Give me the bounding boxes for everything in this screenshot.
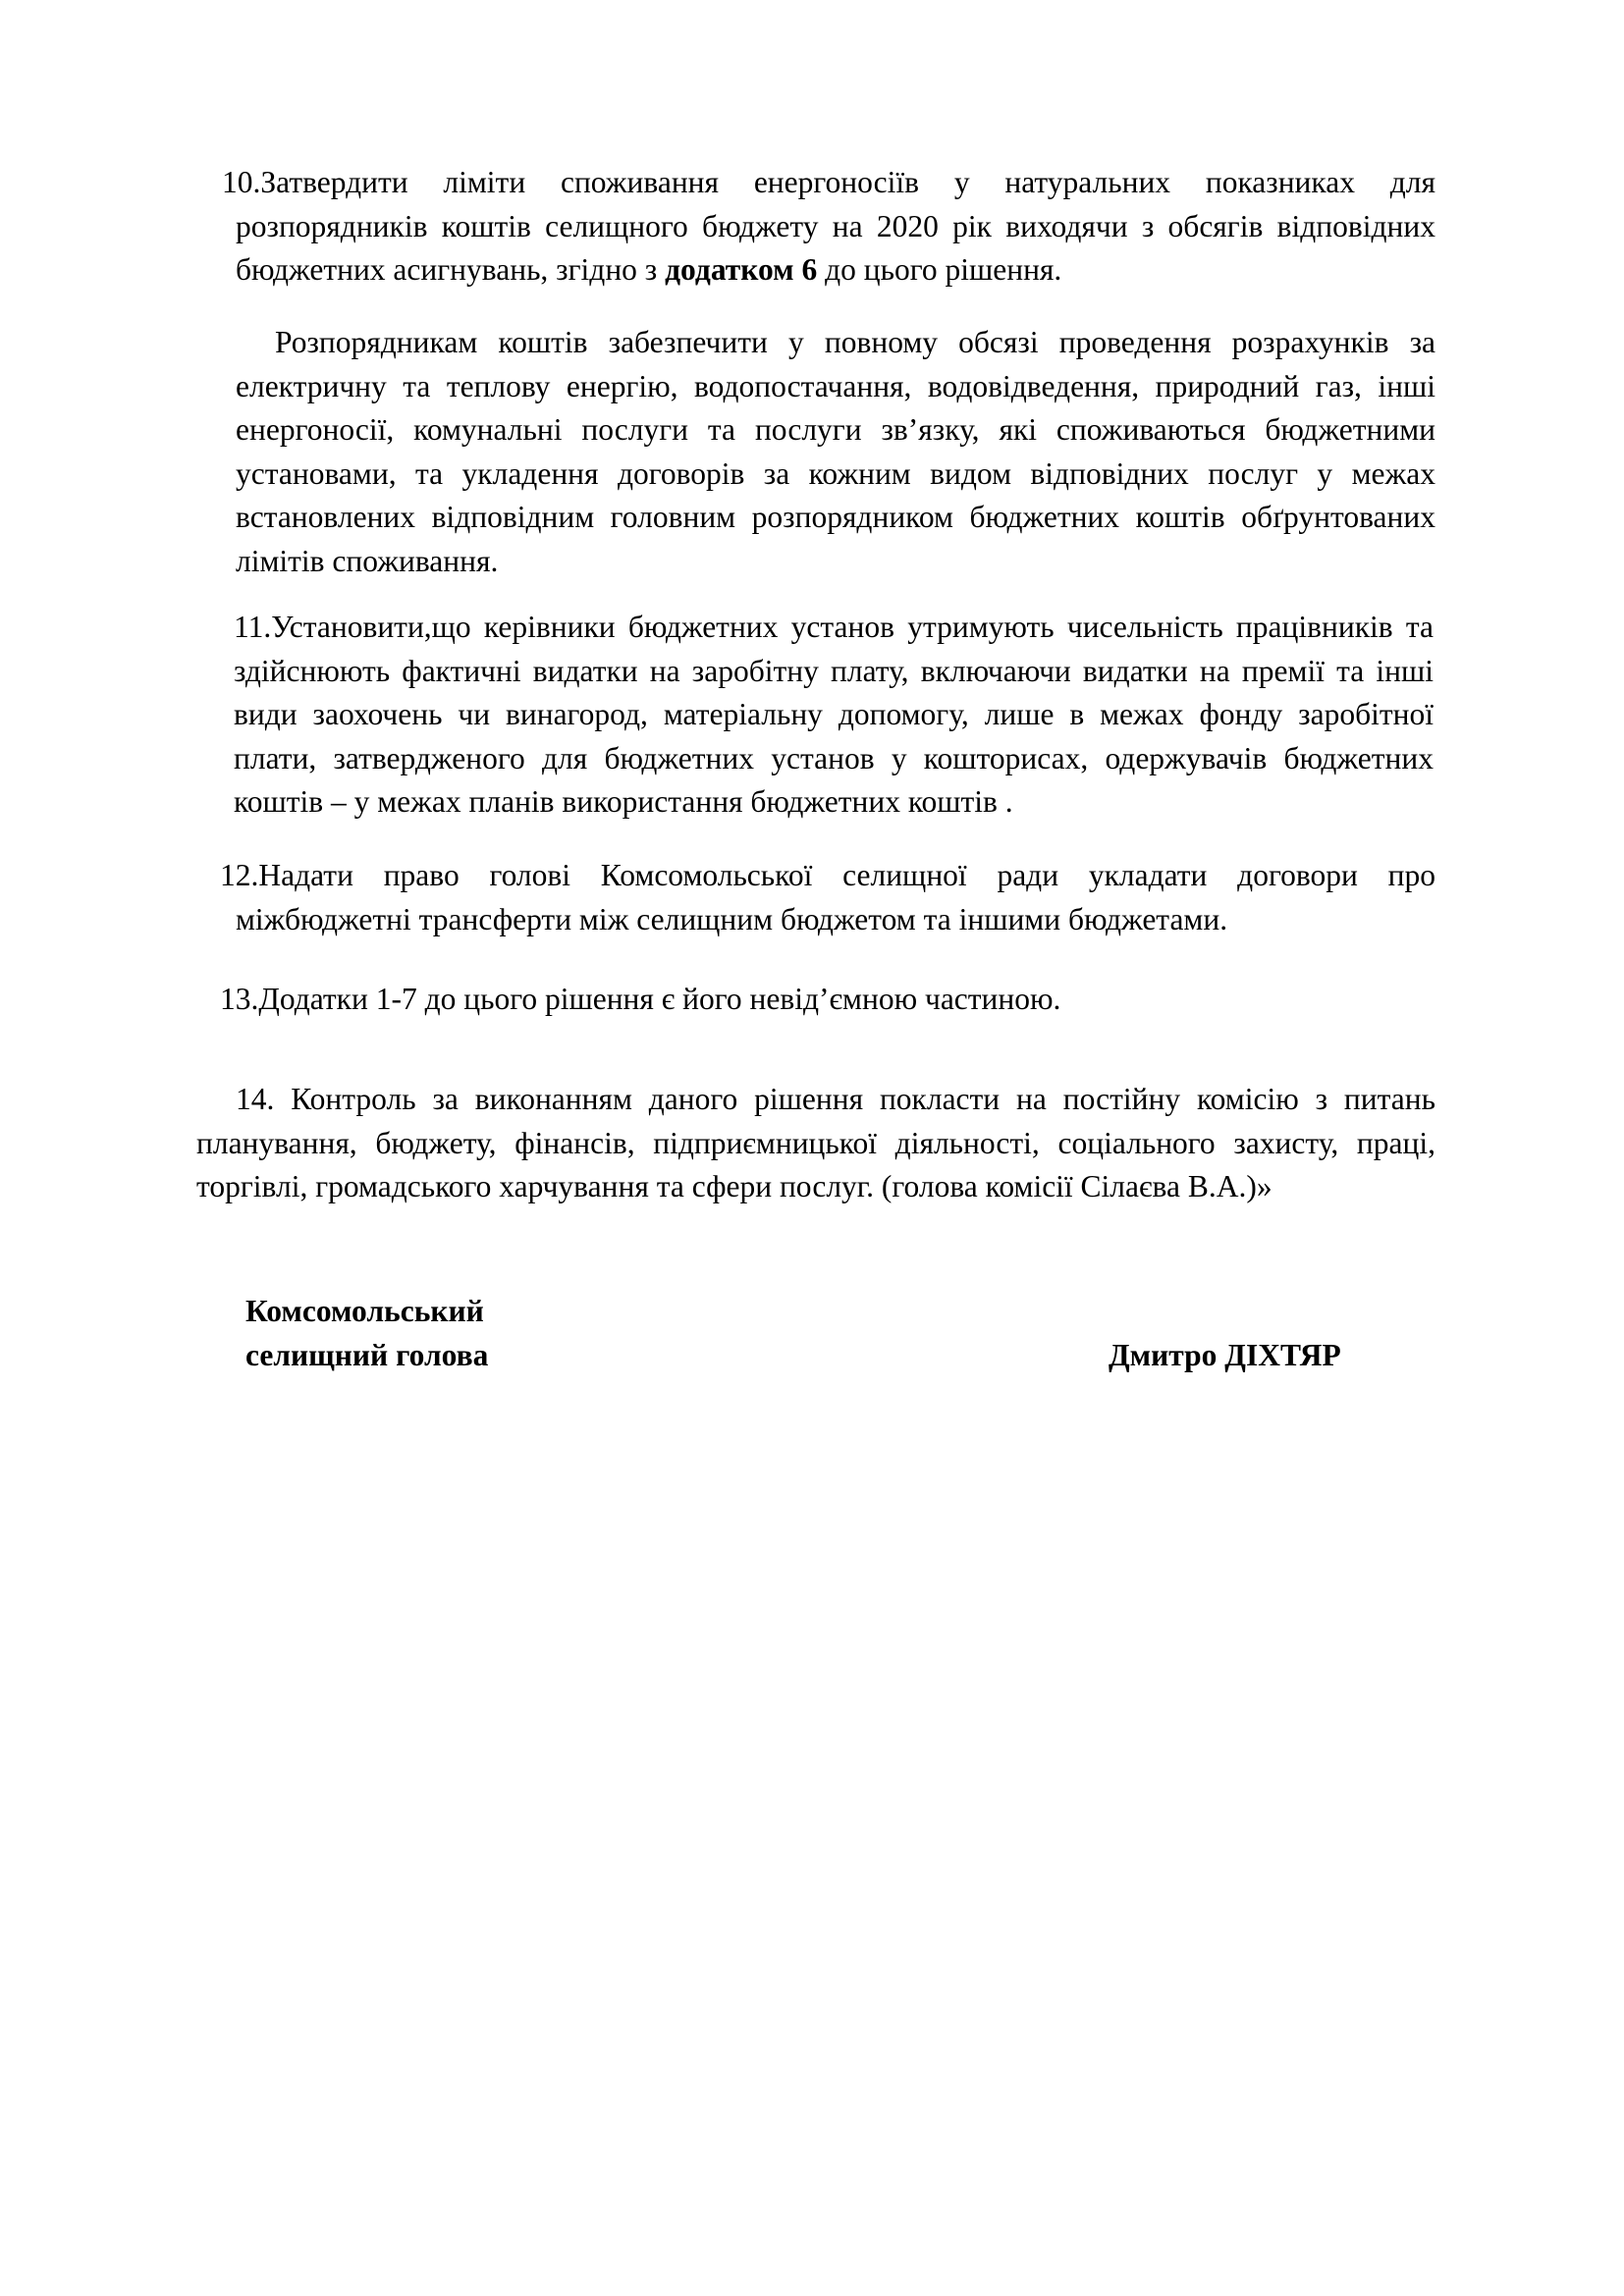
signature-title — [245, 1289, 488, 1377]
item-13-paragraph: 13.Додатки 1-7 до цього рішення є його невід’ємною частиною. — [220, 982, 1061, 1016]
item-11-paragraph: 11.Установити,що керівники бюджетних установ утримують чисельність працівників та здійснюють фактичні видатки на заробітну плату, включаючи видатки на премії та інші види заохочень чи винагород, матеріальну допомогу, лише в межах фонду заробітної плати, затвердженого для бюджетних установ у кошторисах, одержувачів бюджетних коштів – у межах планів використання бюджетних коштів . — [234, 610, 1434, 819]
item-10-bold-reference: додатком 6 — [665, 252, 818, 287]
signature-name: Дмитро ДІХТЯР — [1109, 1338, 1341, 1372]
signature-title-line-1: Комсомольський — [245, 1294, 484, 1328]
item-10-prefix: 10. — [222, 165, 261, 199]
signature-title-line-2: селищний голова — [245, 1338, 489, 1372]
item-14-paragraph: 14. Контроль за виконанням даного рішення покласти на постійну комісію з питань планування, бюджету, фінансів, підприємницької діяльності, соціального захисту, праці, торгівлі, громадського харчування та сфери послуг. (голова комісії Сілаєва В.А.)» — [196, 1082, 1435, 1203]
item-10-paragraph — [222, 161, 1435, 293]
item-12-paragraph: 12.Надати право голові Комсомольської селищної ради укладати договори про міжбюджетні трансферти між селищним бюджетом та іншими бюджетами. — [220, 858, 1435, 936]
item-10-text-end: до цього рішення. — [817, 252, 1062, 287]
item-10-text: Затвердити ліміти споживання енергоносіїв у натуральних показниках для розпорядників коштів селищного бюджету на 2020 рік виходячи з обсягів відповідних бюджетних асигнувань, згідно з — [236, 165, 1435, 287]
item-10-second-paragraph: Розпорядникам коштів забезпечити у повному обсязі проведення розрахунків за електричну та теплову енергію, водопостачання, водовідведення, природний газ, інші енергоносії, комунальні послуги та послуги зв’язку, які споживаються бюджетними установами, та укладення договорів за кожним видом відповідних послуг у межах встановлених відповідним головним розпорядником бюджетних коштів обґрунтованих лімітів споживання. — [236, 325, 1435, 578]
